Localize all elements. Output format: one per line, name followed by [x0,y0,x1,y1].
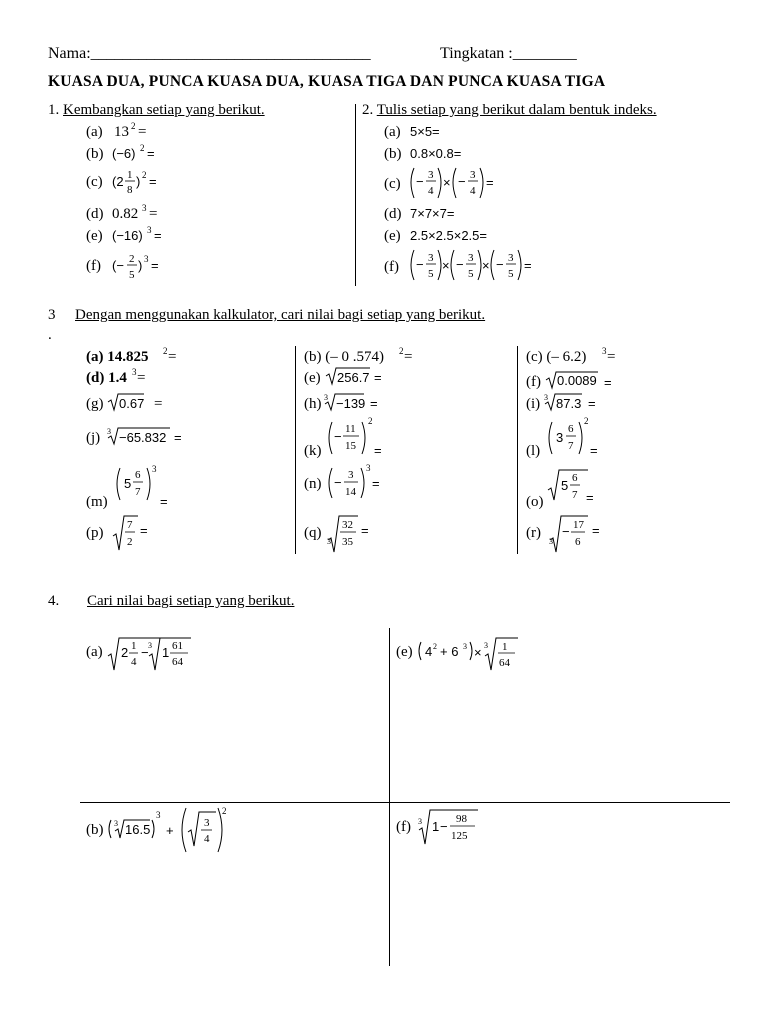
svg-text:0.8×0.8=: 0.8×0.8= [410,146,462,161]
svg-text:3: 3 [484,641,488,650]
svg-text:2: 2 [399,346,404,356]
svg-text:(r): (r) [526,525,541,541]
svg-text:=: = [592,523,600,538]
svg-text:87.3: 87.3 [556,396,582,411]
svg-text:3: 3 [152,464,157,474]
q1-item-d [86,203,157,222]
svg-text:1: 1 [502,641,508,653]
svg-text:14: 14 [345,486,356,498]
q2-item-b [384,146,461,162]
svg-text:3: 3 [147,225,152,235]
svg-text:=: = [586,490,594,505]
svg-text:7: 7 [135,486,141,498]
q3-item-g [86,394,162,412]
svg-text:(a) 14.825: (a) 14.825 [86,349,149,365]
svg-text:3: 3 [428,252,434,264]
q4-items [78,628,538,868]
svg-text:3: 3 [549,537,553,546]
svg-text:): ) [138,258,143,273]
svg-text:64: 64 [499,657,510,669]
svg-text:3: 3 [148,641,152,650]
q3-items [78,340,658,560]
q3-item-f [526,372,612,390]
class-field-label: Tingkatan :________ [440,45,577,62]
svg-text:(h): (h) [304,396,322,412]
svg-text:(q): (q) [304,525,322,541]
svg-text:(a): (a) [86,124,103,140]
svg-text:(i): (i) [526,396,541,412]
svg-text:(b): (b) [384,146,402,162]
svg-text:2: 2 [584,416,589,426]
svg-text:=: = [154,396,163,412]
worksheet-title: KUASA DUA, PUNCA KUASA DUA, KUASA TIGA DAN PUNCA KUASA TIGA [48,73,606,90]
svg-text:(m): (m) [86,494,108,510]
svg-text:=: = [151,258,159,273]
q1-items [78,118,348,288]
q3-item-m [86,464,168,510]
q3-item-a [86,346,176,365]
svg-text:(o): (o) [526,494,544,510]
q3-item-i [526,393,596,412]
svg-text:(e): (e) [384,228,401,244]
svg-text:=: = [374,443,382,458]
svg-text:=: = [168,349,177,365]
svg-text:(f): (f) [86,258,101,274]
svg-text:3: 3 [602,346,607,356]
svg-text:3: 3 [144,254,149,264]
svg-text:(f): (f) [396,819,411,835]
q3-item-e [304,368,382,386]
svg-text:3: 3 [418,817,422,826]
svg-text:2: 2 [131,121,136,131]
svg-text:3: 3 [114,819,118,828]
q2-heading [362,102,657,119]
svg-text:=: = [370,396,378,411]
svg-text:3: 3 [204,817,210,829]
svg-text:4: 4 [425,644,433,659]
q1-item-b [86,143,155,162]
svg-text:−: − [440,819,448,834]
svg-text:7: 7 [568,440,574,452]
q2-items [378,118,578,288]
svg-text:15: 15 [345,440,356,452]
q1-item-c [86,169,157,196]
svg-text:0.0089: 0.0089 [557,373,597,388]
svg-text:(g): (g) [86,396,104,412]
q3-item-j [86,427,182,446]
svg-text:2: 2 [163,346,168,356]
svg-text:(k): (k) [304,443,322,459]
svg-text:=: = [604,375,612,390]
svg-text:7: 7 [572,489,578,501]
svg-text:×: × [443,175,451,190]
svg-text:2: 2 [127,536,133,548]
q3-item-r [526,516,600,552]
svg-text:−: − [334,429,342,444]
svg-text:5: 5 [129,269,135,281]
svg-text:5×5=: 5×5= [410,124,440,139]
svg-text:1: 1 [127,169,133,181]
svg-text:5: 5 [124,476,132,491]
svg-text:(f): (f) [384,259,399,275]
svg-text:13: 13 [114,124,129,140]
svg-text:5: 5 [561,478,569,493]
svg-text:0.67: 0.67 [119,396,145,411]
svg-text:3: 3 [366,463,371,473]
q2-item-d [384,206,454,222]
name-field-label: Nama:___________________________________ [48,45,371,62]
svg-text:=: = [160,494,168,509]
svg-text:−139: −139 [336,396,366,411]
q3-item-q [304,516,369,552]
svg-text:16.5: 16.5 [125,822,151,837]
q4-item-b [86,806,227,852]
svg-text:=: = [374,370,382,385]
svg-text:(e): (e) [86,228,103,244]
svg-text:1: 1 [162,645,170,660]
svg-text:(2: (2 [112,174,124,189]
svg-text:4: 4 [131,656,137,668]
svg-text:61: 61 [172,640,183,652]
svg-text:(e): (e) [396,644,413,660]
svg-text:8: 8 [127,184,133,196]
svg-text:−: − [334,475,342,490]
svg-text:256.7: 256.7 [337,370,370,385]
q2-instruction: Tulis setiap yang berikut dalam bentuk indeks. [376,102,657,118]
svg-text:=: = [590,443,598,458]
svg-text:(b) (– 0 .574): (b) (– 0 .574) [304,349,384,365]
svg-text:3: 3 [107,427,111,436]
svg-text:2: 2 [222,806,227,816]
svg-text:3: 3 [142,203,147,213]
svg-text:6: 6 [572,472,578,484]
svg-text:3: 3 [508,252,514,264]
svg-text:3: 3 [544,393,548,402]
q3-item-b [304,346,412,365]
svg-text:(−16): (−16) [112,228,143,243]
svg-text:−: − [416,174,424,189]
svg-text:3: 3 [470,169,476,181]
q3-item-h [304,393,378,412]
svg-text:=: = [486,175,494,190]
svg-text:3: 3 [468,252,474,264]
svg-text:+: + [166,823,174,838]
svg-text:5: 5 [428,268,434,280]
q3-item-l [526,416,598,459]
svg-text:5: 5 [508,268,514,280]
svg-text:3: 3 [428,169,434,181]
q3-item-k [304,416,382,459]
svg-text:1: 1 [432,819,440,834]
q1-heading [48,102,265,119]
svg-text:(−6): (−6) [112,146,136,161]
svg-text:−: − [416,257,424,272]
svg-text:(j): (j) [86,430,101,446]
svg-text:(f): (f) [526,374,541,390]
svg-text:=: = [149,174,157,189]
q1-number: 1. [48,102,60,118]
svg-text:(c) (– 6.2): (c) (– 6.2) [526,349,587,365]
svg-text:=: = [361,523,369,538]
q4-item-e [396,638,518,670]
svg-text:3: 3 [348,469,354,481]
svg-text:−: − [456,257,464,272]
svg-text:125: 125 [451,830,468,842]
q3-item-o [526,470,594,510]
svg-text:=: = [588,396,596,411]
svg-text:6: 6 [575,536,581,548]
svg-text:17: 17 [573,519,584,531]
q3-number: 3 [48,307,56,323]
svg-text:6: 6 [135,469,141,481]
svg-text:=: = [372,476,380,491]
svg-text:(b): (b) [86,146,104,162]
svg-text:): ) [136,174,141,189]
q1-item-e [86,225,162,244]
svg-text:(b): (b) [86,822,104,838]
q3-item-n [304,463,380,498]
q1-instruction: Kembangkan setiap yang berikut. [63,102,265,118]
svg-text:4: 4 [470,185,476,197]
svg-text:(n): (n) [304,476,322,492]
svg-text:2: 2 [129,253,135,265]
svg-text:(e): (e) [304,370,321,386]
svg-text:(d) 1.4: (d) 1.4 [86,370,127,386]
svg-text:+ 6: + 6 [440,644,459,659]
svg-text:(a): (a) [86,644,103,660]
svg-text:11: 11 [345,423,356,435]
svg-text:=: = [147,146,155,161]
svg-text:3: 3 [556,430,564,445]
svg-text:×: × [442,258,450,273]
svg-text:(c): (c) [86,174,103,190]
svg-text:3: 3 [324,393,328,402]
svg-text:3: 3 [156,810,161,820]
q2-item-a [384,124,440,140]
svg-text:35: 35 [342,536,353,548]
svg-text:7×7×7=: 7×7×7= [410,206,455,221]
svg-text:2: 2 [142,170,147,180]
svg-text:2: 2 [140,143,145,153]
svg-text:×: × [482,258,490,273]
svg-text:32: 32 [342,519,353,531]
svg-text:=: = [138,124,147,140]
q4-number: 4. [48,593,60,609]
svg-text:2: 2 [121,645,129,660]
q2-item-e [384,228,487,244]
svg-text:4: 4 [204,833,210,845]
svg-text:3: 3 [132,367,137,377]
q2-item-c [384,168,494,198]
svg-text:=: = [404,349,413,365]
q3-item-d [86,367,145,386]
q2-item-f [384,250,532,280]
svg-text:5: 5 [468,268,474,280]
svg-text:3: 3 [463,642,467,651]
svg-text:−: − [496,257,504,272]
svg-text:1: 1 [131,640,137,652]
svg-text:=: = [140,523,148,538]
svg-text:(p): (p) [86,525,104,541]
q2-number: 2. [362,102,374,118]
svg-text:(−: (− [112,258,124,273]
q4-item-f [396,810,478,844]
svg-text:4: 4 [428,185,434,197]
q4-instruction: Cari nilai bagi setiap yang berikut. [87,593,295,609]
svg-text:(d): (d) [384,206,402,222]
svg-text:(a): (a) [384,124,401,140]
svg-text:0.82: 0.82 [112,206,139,222]
svg-text:(c): (c) [384,176,401,192]
svg-text:=: = [137,370,146,386]
svg-text:=: = [154,228,162,243]
q1-item-a [86,121,146,140]
svg-text:−65.832: −65.832 [119,430,167,445]
svg-text:−: − [562,524,570,539]
q3-dot: . [48,327,52,343]
svg-text:2: 2 [368,416,373,426]
q3-item-c [526,346,615,365]
q1-q2-divider [355,104,356,286]
svg-text:=: = [149,206,158,222]
svg-text:=: = [174,430,182,445]
svg-text:−: − [141,645,149,660]
svg-text:98: 98 [456,813,467,825]
svg-text:(d): (d) [86,206,104,222]
svg-text:2: 2 [433,642,437,651]
svg-text:×: × [474,645,482,660]
q3-instruction: Dengan menggunakan kalkulator, cari nilai bagi setiap yang berikut. [75,307,486,323]
q1-item-f [86,253,159,281]
svg-text:2.5×2.5×2.5=: 2.5×2.5×2.5= [410,228,487,243]
svg-text:64: 64 [172,656,183,668]
svg-text:3: 3 [327,537,331,546]
svg-text:=: = [524,258,532,273]
q4-item-a [86,638,191,670]
svg-text:7: 7 [127,519,133,531]
svg-text:−: − [458,174,466,189]
svg-text:(l): (l) [526,443,541,459]
svg-text:=: = [607,349,616,365]
svg-text:6: 6 [568,423,574,435]
q3-item-p [86,516,148,550]
